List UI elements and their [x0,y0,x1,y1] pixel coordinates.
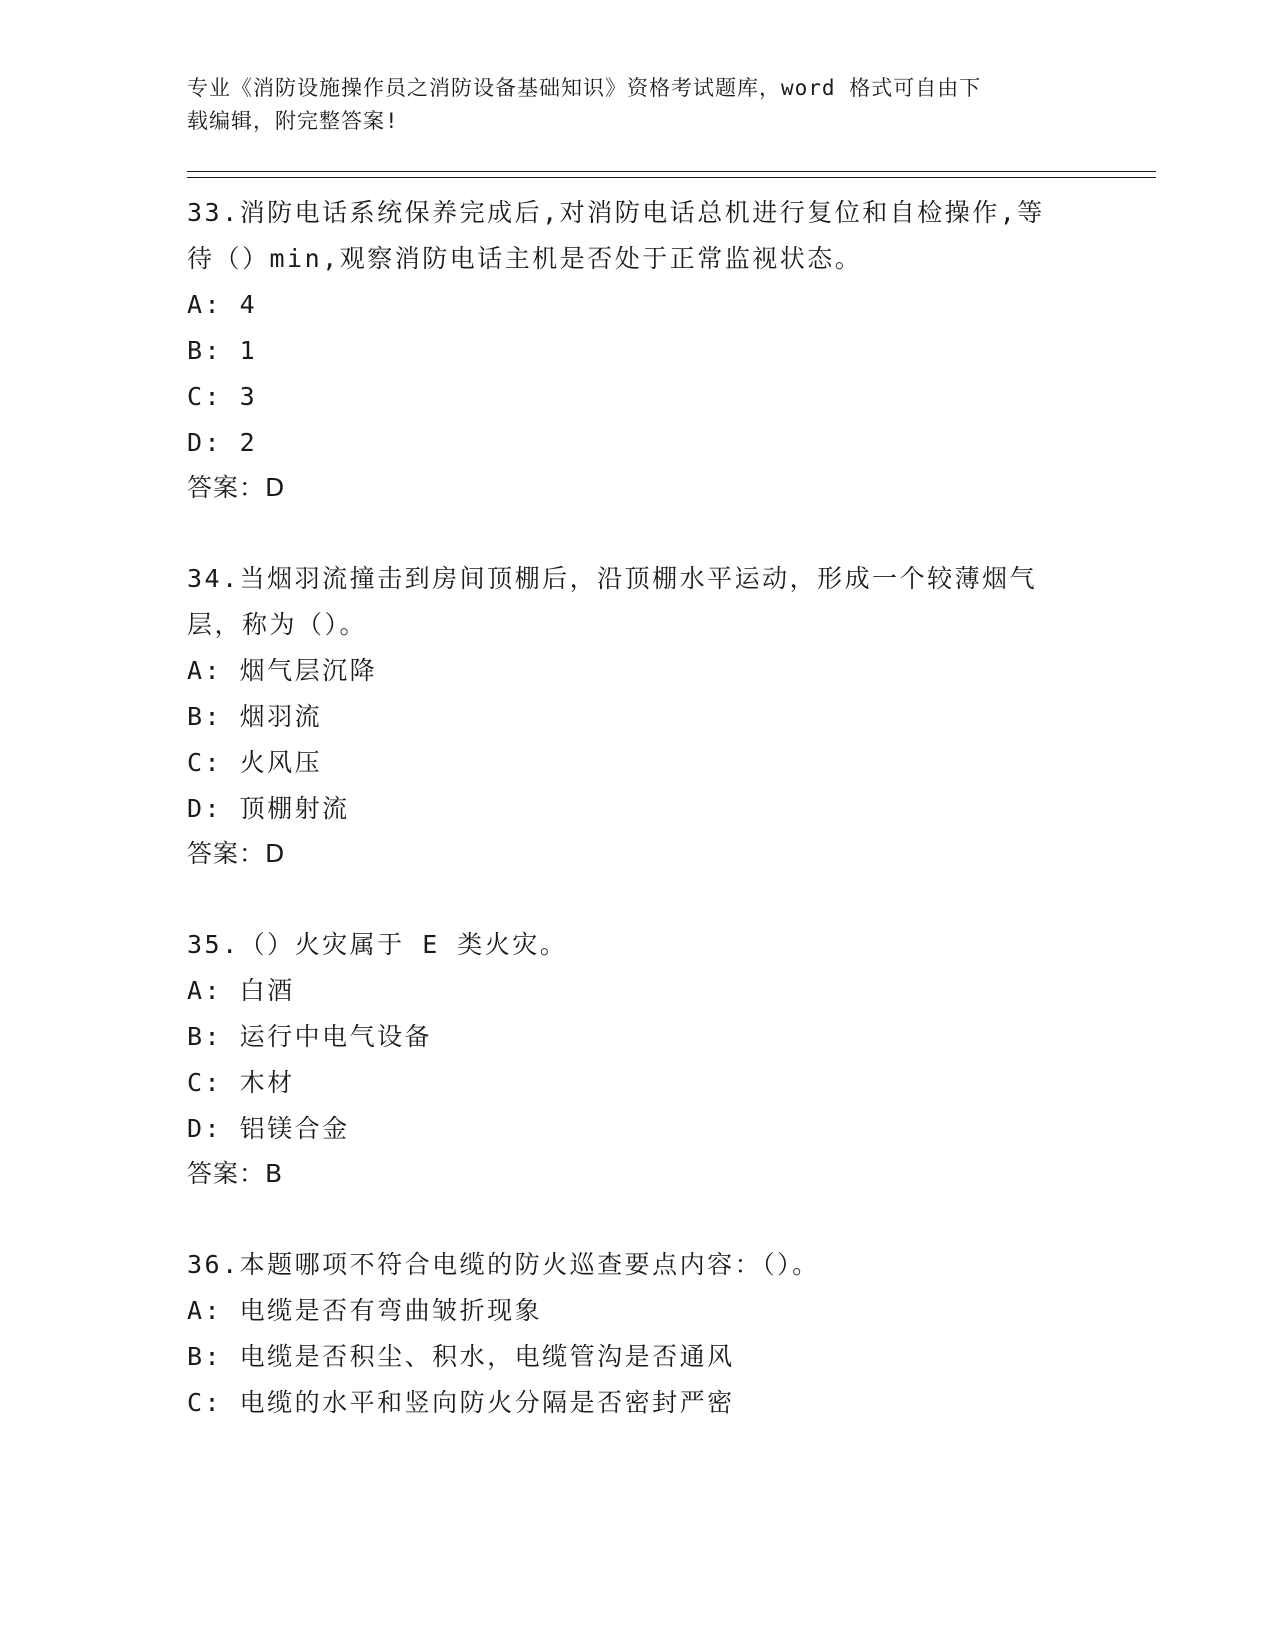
answer: 答案：D [187,839,286,868]
question-text-cont: 层，称为（）。 [187,610,368,639]
answer: 答案：D [187,473,286,502]
header-line-1: 专业《消防设施操作员之消防设备基础知识》资格考试题库，word 格式可自由下 [187,76,982,100]
question-text: 33.消防电话系统保养完成后,对消防电话总机进行复位和自检操作,等 [187,198,1045,227]
option-d: D: 顶棚射流 [187,794,350,823]
question-text: 36.本题哪项不符合电缆的防火巡查要点内容：（）。 [187,1250,820,1279]
option-a: A: 4 [187,290,258,319]
option-c: C: 电缆的水平和竖向防火分隔是否密封严密 [187,1388,735,1417]
option-d: D: 2 [187,428,258,457]
question-36 [187,1242,1087,1426]
question-list [187,190,1087,1426]
option-c: C: 木材 [187,1068,295,1097]
double-divider [187,171,1156,178]
document-header [187,72,1087,138]
question-34 [187,556,1087,876]
header-line-2: 载编辑，附完整答案! [187,109,399,133]
option-c: C: 火风压 [187,748,323,777]
option-d: D: 铝镁合金 [187,1114,350,1143]
option-b: B: 电缆是否积尘、积水，电缆管沟是否通风 [187,1342,735,1371]
option-b: B: 烟羽流 [187,702,323,731]
document-page [187,72,1087,1472]
option-b: B: 运行中电气设备 [187,1022,433,1051]
question-text-cont: 待（）min,观察消防电话主机是否处于正常监视状态。 [187,244,863,273]
answer: 答案：B [187,1159,284,1188]
option-c: C: 3 [187,382,258,411]
question-text: 34.当烟羽流撞击到房间顶棚后，沿顶棚水平运动，形成一个较薄烟气 [187,564,1038,593]
option-a: A: 电缆是否有弯曲皱折现象 [187,1296,543,1325]
option-a: A: 白酒 [187,976,295,1005]
option-b: B: 1 [187,336,258,365]
option-a: A: 烟气层沉降 [187,656,378,685]
question-33 [187,190,1087,510]
question-35 [187,922,1087,1196]
question-text: 35.（）火灾属于 E 类火灾。 [187,930,568,959]
